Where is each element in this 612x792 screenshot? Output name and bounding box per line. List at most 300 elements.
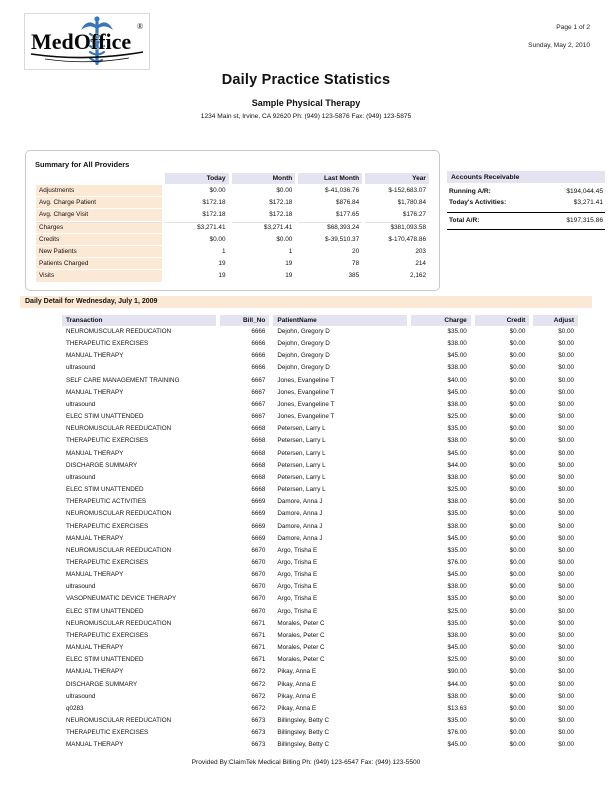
charge-cell: $76.00 xyxy=(447,729,467,737)
patient-name-cell: Argo, Trisha E xyxy=(277,558,318,566)
patient-name-cell: Petersen, Larry L xyxy=(277,486,326,494)
bill-no-cell: 6669 xyxy=(251,534,266,542)
table-row xyxy=(62,326,578,338)
patient-name-cell: Dejohn, Gregory D xyxy=(277,352,330,360)
patient-name-cell: Dejohn, Gregory D xyxy=(277,328,330,335)
table-row xyxy=(62,606,578,618)
credit-cell: $0.00 xyxy=(509,558,526,566)
adjust-cell: $0.00 xyxy=(558,704,574,712)
patient-name-cell: Jones, Evangeline T xyxy=(277,376,335,384)
detail-col-bill-no: Bill_No xyxy=(220,315,270,326)
bill-no-cell: 6667 xyxy=(251,413,266,421)
transaction-cell: ultrasound xyxy=(66,692,96,700)
adjust-cell: $0.00 xyxy=(558,656,574,664)
credit-cell: $0.00 xyxy=(509,546,526,554)
table-row xyxy=(62,691,578,703)
charge-cell: $35.00 xyxy=(447,619,467,627)
adjust-cell: $0.00 xyxy=(558,449,574,457)
adjust-cell: $0.00 xyxy=(558,631,574,639)
patient-name-cell: Jones, Evangeline T xyxy=(277,388,335,396)
bill-no-cell: 6670 xyxy=(251,546,266,554)
caduceus-icon xyxy=(25,14,149,69)
transaction-cell: ELEC STIM UNATTENDED xyxy=(66,656,144,664)
credit-cell: $0.00 xyxy=(509,473,526,481)
table-row xyxy=(62,411,578,423)
patient-name-cell: Jones, Evangeline T xyxy=(277,400,335,408)
adjust-cell: $0.00 xyxy=(558,546,574,554)
patient-name-cell: Petersen, Larry L xyxy=(277,473,326,481)
bill-no-cell: 6668 xyxy=(251,486,266,494)
table-row xyxy=(62,448,578,460)
transaction-cell: MANUAL THERAPY xyxy=(66,388,124,396)
running-ar-row xyxy=(447,183,605,195)
summary-header-row xyxy=(36,173,429,184)
summary-value-year: 2,162 xyxy=(410,272,426,280)
summary-panel xyxy=(25,150,440,291)
charge-cell: $76.00 xyxy=(447,558,467,566)
table-row xyxy=(62,435,578,447)
summary-value-month: $0.00 xyxy=(276,187,293,195)
patient-name-cell: Petersen, Larry L xyxy=(277,425,326,433)
adjust-cell: $0.00 xyxy=(558,717,574,724)
adjust-cell: $0.00 xyxy=(558,595,574,603)
bill-no-cell: 6670 xyxy=(251,583,266,591)
bill-no-cell: 6668 xyxy=(251,473,266,481)
credit-cell: $0.00 xyxy=(509,352,526,360)
adjust-cell: $0.00 xyxy=(558,680,574,688)
credit-cell: $0.00 xyxy=(509,692,526,700)
transaction-cell: DISCHARGE SUMMARY xyxy=(66,680,138,688)
charge-cell: $25.00 xyxy=(447,607,467,615)
summary-value-month: 19 xyxy=(285,272,293,280)
summary-value-year: $381,093.58 xyxy=(365,222,429,233)
patient-name-cell: Pikay, Anna E xyxy=(277,692,317,700)
transaction-cell: ultrasound xyxy=(66,364,96,372)
bill-no-cell: 6672 xyxy=(251,680,266,688)
practice-address: 1234 Main st, Irvine, CA 92620 Ph: (949) 123-5876 Fax: (949) 123-5875 xyxy=(200,113,412,120)
credit-cell: $0.00 xyxy=(509,388,526,396)
charge-cell: $45.00 xyxy=(447,449,467,457)
patient-name-cell: Damore, Anna J xyxy=(277,534,323,542)
patient-name-cell: Billingsley, Betty C xyxy=(277,729,330,737)
summary-value-year: $1,780.84 xyxy=(397,199,426,207)
summary-row xyxy=(36,222,429,233)
credit-cell: $0.00 xyxy=(509,510,526,518)
bill-no-cell: 6668 xyxy=(251,449,266,457)
table-row xyxy=(62,399,578,411)
summary-value-month: $0.00 xyxy=(276,235,293,243)
credit-cell: $0.00 xyxy=(509,364,526,372)
charge-cell: $44.00 xyxy=(447,461,467,469)
table-row xyxy=(62,654,578,666)
charge-cell: $38.00 xyxy=(447,437,467,445)
adjust-cell: $0.00 xyxy=(558,644,574,652)
charge-cell: $45.00 xyxy=(447,352,467,360)
transaction-cell: NEUROMUSCULAR REEDUCATION xyxy=(66,717,172,724)
table-row xyxy=(62,375,578,387)
transaction-cell: VASOPNEUMATIC DEVICE THERAPY xyxy=(66,595,177,603)
patient-name-cell: Pikay, Anna E xyxy=(277,668,317,676)
charge-cell: $45.00 xyxy=(447,388,467,396)
adjust-cell: $0.00 xyxy=(558,473,574,481)
adjust-cell: $0.00 xyxy=(558,571,574,579)
bill-no-cell: 6671 xyxy=(251,656,266,664)
transaction-cell: MANUAL THERAPY xyxy=(66,644,124,652)
charge-cell: $45.00 xyxy=(447,741,467,749)
adjust-cell: $0.00 xyxy=(558,400,574,408)
table-row xyxy=(62,533,578,545)
summary-row-label: Visits xyxy=(36,270,162,281)
bill-no-cell: 6670 xyxy=(251,571,266,579)
adjust-cell: $0.00 xyxy=(558,352,574,360)
patient-name-cell: Argo, Trisha E xyxy=(277,595,318,603)
transaction-cell: ultrasound xyxy=(66,473,96,481)
charge-cell: $35.00 xyxy=(447,717,467,724)
transaction-cell: ELEC STIM UNATTENDED xyxy=(66,413,144,421)
adjust-cell: $0.00 xyxy=(558,425,574,433)
table-row xyxy=(62,484,578,496)
bill-no-cell: 6666 xyxy=(251,328,266,335)
table-row xyxy=(62,739,578,751)
transaction-cell: MANUAL THERAPY xyxy=(66,741,124,749)
table-row xyxy=(62,521,578,533)
patient-name-cell: Damore, Anna J xyxy=(277,522,323,530)
summary-row-label: Charges xyxy=(36,222,162,233)
adjust-cell: $0.00 xyxy=(558,534,574,542)
patient-name-cell: Billingsley, Betty C xyxy=(277,717,330,724)
credit-cell: $0.00 xyxy=(509,400,526,408)
credit-cell: $0.00 xyxy=(509,425,526,433)
patient-name-cell: Dejohn, Gregory D xyxy=(277,364,330,372)
charge-cell: $38.00 xyxy=(447,522,467,530)
adjust-cell: $0.00 xyxy=(558,498,574,506)
bill-no-cell: 6672 xyxy=(251,704,266,712)
transaction-cell: THERAPEUTIC EXERCISES xyxy=(66,631,149,639)
transaction-cell: MANUAL THERAPY xyxy=(66,668,124,676)
patient-name-cell: Morales, Peter C xyxy=(277,619,325,627)
transaction-cell: THERAPEUTIC EXERCISES xyxy=(66,558,149,566)
detail-col-patient-name: PatientName xyxy=(273,315,407,326)
table-row xyxy=(62,508,578,520)
detail-col-transaction: Transaction xyxy=(62,315,216,326)
summary-value-today: $0.00 xyxy=(209,187,226,195)
credit-cell: $0.00 xyxy=(509,631,526,639)
transaction-cell: THERAPEUTIC EXERCISES xyxy=(66,522,149,530)
summary-value-year: $176.27 xyxy=(402,211,426,219)
credit-cell: $0.00 xyxy=(509,644,526,652)
transaction-cell: MANUAL THERAPY xyxy=(66,449,124,457)
summary-value-last-month: 385 xyxy=(348,272,360,280)
bill-no-cell: 6668 xyxy=(251,425,266,433)
table-row xyxy=(62,642,578,654)
todays-activities-value: $3,271.41 xyxy=(573,199,603,206)
transaction-cell: MANUAL THERAPY xyxy=(66,534,124,542)
table-row xyxy=(62,423,578,435)
summary-row-label: Credits xyxy=(36,234,162,245)
credit-cell: $0.00 xyxy=(509,328,526,335)
summary-title: Summary for All Providers xyxy=(35,160,130,169)
logo-registered-mark: ® xyxy=(137,22,144,31)
table-row xyxy=(62,496,578,508)
transaction-cell: q0283 xyxy=(66,704,84,712)
table-row xyxy=(62,727,578,739)
summary-row xyxy=(36,246,429,257)
adjust-cell: $0.00 xyxy=(558,364,574,372)
table-row xyxy=(62,362,578,374)
patient-name-cell: Argo, Trisha E xyxy=(277,583,318,591)
adjust-cell: $0.00 xyxy=(558,376,574,384)
table-row xyxy=(62,350,578,362)
patient-name-cell: Argo, Trisha E xyxy=(277,546,318,554)
bill-no-cell: 6673 xyxy=(251,741,266,749)
charge-cell: $45.00 xyxy=(447,534,467,542)
bill-no-cell: 6667 xyxy=(251,376,266,384)
transaction-cell: MANUAL THERAPY xyxy=(66,352,124,360)
bill-no-cell: 6673 xyxy=(251,717,266,724)
charge-cell: $38.00 xyxy=(447,340,467,348)
summary-value-today: 19 xyxy=(218,272,226,280)
bill-no-cell: 6667 xyxy=(251,400,266,408)
bill-no-cell: 6666 xyxy=(251,340,266,348)
charge-cell: $44.00 xyxy=(447,680,467,688)
table-row xyxy=(62,679,578,691)
adjust-cell: $0.00 xyxy=(558,510,574,518)
summary-value-last-month: $177.65 xyxy=(336,211,360,219)
patient-name-cell: Morales, Peter C xyxy=(277,644,325,652)
summary-row-label: Patients Charged xyxy=(36,258,162,269)
credit-cell: $0.00 xyxy=(509,376,526,384)
adjust-cell: $0.00 xyxy=(558,607,574,615)
accounts-receivable-panel xyxy=(447,171,605,230)
transaction-cell: SELF CARE MANAGEMENT TRAINING xyxy=(66,376,180,384)
practice-name: Sample Physical Therapy xyxy=(251,98,361,108)
table-row xyxy=(62,545,578,557)
summary-value-today: 19 xyxy=(218,260,226,268)
transaction-cell: MANUAL THERAPY xyxy=(66,571,124,579)
charge-cell: $35.00 xyxy=(447,546,467,554)
summary-col-month: Month xyxy=(232,173,296,184)
summary-value-month: 1 xyxy=(288,248,293,256)
charge-cell: $13.63 xyxy=(447,704,467,712)
charge-cell: $40.00 xyxy=(447,376,467,384)
credit-cell: $0.00 xyxy=(509,741,526,749)
report-footer: Provided By:ClaimTek Medical Billing Ph: (949) 123-6547 Fax: (949) 123-5500 xyxy=(191,759,421,766)
daily-detail-title: Daily Detail for Wednesday, July 1, 2009 xyxy=(20,296,592,308)
bill-no-cell: 6666 xyxy=(251,364,266,372)
charge-cell: $38.00 xyxy=(447,473,467,481)
summary-value-last-month: $-39,510.37 xyxy=(325,235,360,243)
transaction-cell: ultrasound xyxy=(66,583,96,591)
charge-cell: $45.00 xyxy=(447,644,467,652)
table-row xyxy=(62,703,578,715)
credit-cell: $0.00 xyxy=(509,619,526,627)
bill-no-cell: 6673 xyxy=(251,729,266,737)
patient-name-cell: Damore, Anna J xyxy=(277,498,323,506)
bill-no-cell: 6666 xyxy=(251,352,266,360)
credit-cell: $0.00 xyxy=(509,522,526,530)
credit-cell: $0.00 xyxy=(509,656,526,664)
summary-row-label: Avg. Charge Visit xyxy=(36,209,162,220)
credit-cell: $0.00 xyxy=(509,595,526,603)
running-ar-value: $194,044.45 xyxy=(566,187,603,195)
transaction-cell: NEUROMUSCULAR REEDUCATION xyxy=(66,510,172,518)
summary-col-blank xyxy=(36,173,162,184)
summary-value-today: $0.00 xyxy=(209,235,226,243)
adjust-cell: $0.00 xyxy=(558,741,574,749)
summary-value-today: $172.18 xyxy=(202,199,226,207)
detail-col-credit: Credit xyxy=(475,315,530,326)
transaction-cell: NEUROMUSCULAR REEDUCATION xyxy=(66,546,172,554)
adjust-cell: $0.00 xyxy=(558,619,574,627)
patient-name-cell: Argo, Trisha E xyxy=(277,571,318,579)
summary-value-last-month: $876.84 xyxy=(336,199,360,207)
adjust-cell: $0.00 xyxy=(558,340,574,348)
charge-cell: $25.00 xyxy=(447,413,467,421)
table-row xyxy=(62,581,578,593)
credit-cell: $0.00 xyxy=(509,413,526,421)
running-ar-label: Running A/R: xyxy=(449,187,491,195)
charge-cell: $90.00 xyxy=(447,668,467,676)
transaction-cell: THERAPEUTIC ACTIVITIES xyxy=(66,498,147,506)
patient-name-cell: Argo, Trisha E xyxy=(277,607,318,615)
detail-col-adjust: Adjust xyxy=(533,315,578,326)
transaction-cell: THERAPEUTIC EXERCISES xyxy=(66,437,149,445)
adjust-cell: $0.00 xyxy=(558,522,574,530)
summary-value-year: $-170,478.86 xyxy=(388,235,426,243)
table-row xyxy=(62,569,578,581)
patient-name-cell: Morales, Peter C xyxy=(277,656,325,664)
summary-col-today: Today xyxy=(165,173,229,184)
adjust-cell: $0.00 xyxy=(558,437,574,445)
table-row xyxy=(62,460,578,472)
charge-cell: $35.00 xyxy=(447,510,467,518)
bill-no-cell: 6669 xyxy=(251,522,266,530)
charge-cell: $38.00 xyxy=(447,631,467,639)
detail-col-charge: Charge xyxy=(411,315,471,326)
adjust-cell: $0.00 xyxy=(558,692,574,700)
bill-no-cell: 6672 xyxy=(251,692,266,700)
logo-text: MedOffice xyxy=(31,29,132,54)
bill-no-cell: 6669 xyxy=(251,498,266,506)
transaction-cell: NEUROMUSCULAR REEDUCATION xyxy=(66,425,172,433)
summary-value-year: 203 xyxy=(415,248,426,256)
summary-row xyxy=(36,258,429,269)
adjust-cell: $0.00 xyxy=(558,328,574,335)
adjust-cell: $0.00 xyxy=(558,558,574,566)
patient-name-cell: Pikay, Anna E xyxy=(277,704,317,712)
medoffice-logo xyxy=(24,13,150,70)
credit-cell: $0.00 xyxy=(509,607,526,615)
table-row xyxy=(62,557,578,569)
summary-row xyxy=(36,234,429,245)
charge-cell: $35.00 xyxy=(447,595,467,603)
bill-no-cell: 6668 xyxy=(251,437,266,445)
table-row xyxy=(62,715,578,727)
summary-value-month: $3,271.41 xyxy=(232,222,296,233)
bill-no-cell: 6671 xyxy=(251,631,266,639)
summary-row-label: New Patients xyxy=(36,246,162,257)
summary-value-today: $3,271.41 xyxy=(165,222,229,233)
total-ar-value: $197,315.86 xyxy=(566,217,603,224)
summary-value-last-month: $68,393.24 xyxy=(298,222,362,233)
patient-name-cell: Damore, Anna J xyxy=(277,510,323,518)
summary-col-year: Year xyxy=(365,173,429,184)
todays-activities-label: Today's Activities: xyxy=(449,199,507,206)
credit-cell: $0.00 xyxy=(509,668,526,676)
summary-row xyxy=(36,209,429,220)
transaction-cell: ELEC STIM UNATTENDED xyxy=(66,607,144,615)
summary-row-label: Adjustments xyxy=(36,185,162,196)
bill-no-cell: 6672 xyxy=(251,668,266,676)
summary-col-last-month: Last Month xyxy=(298,173,362,184)
adjust-cell: $0.00 xyxy=(558,583,574,591)
adjust-cell: $0.00 xyxy=(558,461,574,469)
patient-name-cell: Petersen, Larry L xyxy=(277,449,326,457)
credit-cell: $0.00 xyxy=(509,461,526,469)
table-row xyxy=(62,472,578,484)
bill-no-cell: 6667 xyxy=(251,388,266,396)
adjust-cell: $0.00 xyxy=(558,388,574,396)
summary-value-today: $172.18 xyxy=(202,211,226,219)
transaction-cell: NEUROMUSCULAR REEDUCATION xyxy=(66,619,172,627)
detail-header-row xyxy=(62,315,578,326)
credit-cell: $0.00 xyxy=(509,571,526,579)
adjust-cell: $0.00 xyxy=(558,668,574,676)
bill-no-cell: 6670 xyxy=(251,595,266,603)
todays-activities-row xyxy=(447,195,605,207)
credit-cell: $0.00 xyxy=(509,340,526,348)
credit-cell: $0.00 xyxy=(509,704,526,712)
daily-detail-table xyxy=(58,315,582,751)
bill-no-cell: 6671 xyxy=(251,619,266,627)
adjust-cell: $0.00 xyxy=(558,729,574,737)
summary-value-month: 19 xyxy=(285,260,293,268)
adjust-cell: $0.00 xyxy=(558,413,574,421)
summary-row xyxy=(36,270,429,281)
table-row xyxy=(62,338,578,350)
charge-cell: $35.00 xyxy=(447,425,467,433)
summary-value-last-month: 20 xyxy=(352,248,360,256)
patient-name-cell: Billingsley, Betty C xyxy=(277,741,330,749)
credit-cell: $0.00 xyxy=(509,498,526,506)
report-date: Sunday, May 2, 2010 xyxy=(528,42,590,49)
table-row xyxy=(62,666,578,678)
summary-value-today: 1 xyxy=(221,248,226,256)
credit-cell: $0.00 xyxy=(509,717,526,724)
patient-name-cell: Petersen, Larry L xyxy=(277,437,326,445)
charge-cell: $38.00 xyxy=(447,692,467,700)
transaction-cell: THERAPEUTIC EXERCISES xyxy=(66,729,149,737)
table-row xyxy=(62,618,578,630)
adjust-cell: $0.00 xyxy=(558,486,574,494)
summary-value-year: 214 xyxy=(415,260,426,268)
summary-table xyxy=(33,172,432,283)
accounts-receivable-title: Accounts Receivable xyxy=(447,171,605,183)
summary-value-last-month: 78 xyxy=(352,260,360,268)
transaction-cell: THERAPEUTIC EXERCISES xyxy=(66,340,149,348)
charge-cell: $25.00 xyxy=(447,656,467,664)
credit-cell: $0.00 xyxy=(509,680,526,688)
page-info xyxy=(528,24,590,49)
charge-cell: $35.00 xyxy=(447,328,467,335)
credit-cell: $0.00 xyxy=(509,534,526,542)
summary-value-year: $-152,683.07 xyxy=(388,187,426,195)
transaction-cell: DISCHARGE SUMMARY xyxy=(66,461,138,469)
transaction-cell: ultrasound xyxy=(66,400,96,408)
patient-name-cell: Petersen, Larry L xyxy=(277,461,326,469)
transaction-cell: NEUROMUSCULAR REEDUCATION xyxy=(66,328,172,335)
bill-no-cell: 6670 xyxy=(251,607,266,615)
